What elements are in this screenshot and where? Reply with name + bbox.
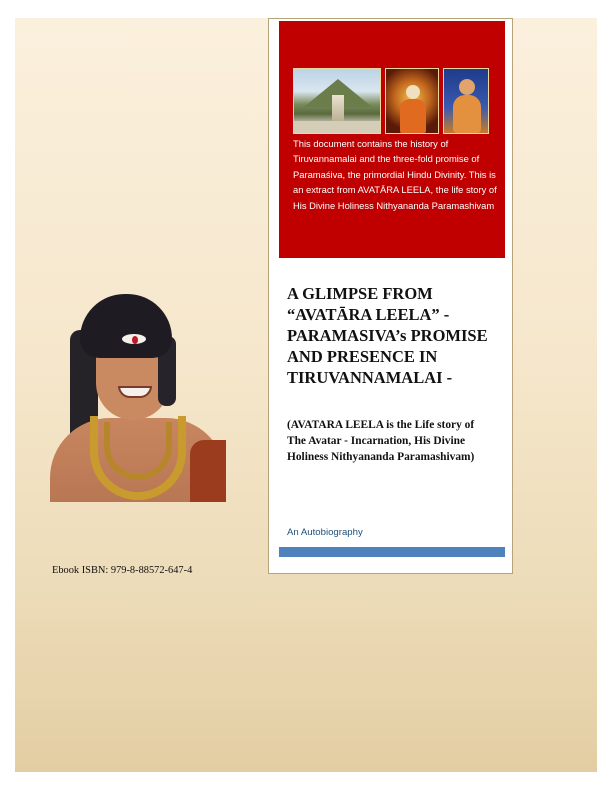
sage-head (459, 79, 475, 95)
temple-gopuram (332, 95, 344, 123)
deity-photo (385, 68, 439, 134)
portrait-robe (190, 440, 226, 502)
book-subtitle: (AVATARA LEELA is the Life story of The Avatar - Incarnation, His Divine Holiness Nithyananda Paramashivam) (287, 419, 475, 463)
sage-photo (443, 68, 489, 134)
portrait-tilak-dot (132, 336, 138, 344)
portrait-turban (80, 294, 172, 358)
author-portrait (50, 290, 226, 502)
cover-blue-bar (279, 547, 505, 557)
cover-red-box (279, 21, 505, 258)
deity-face (406, 85, 420, 99)
temple-wall (294, 121, 380, 133)
temple-photo (293, 68, 381, 134)
isbn-label: Ebook ISBN: 979-8-88572-647-4 (52, 565, 193, 576)
sage-body (453, 95, 481, 133)
cover-description: This document contains the history of Tiruvannamalai and the three-fold promise of Paramaśiva, the primordial Hindu Divinity. This is an extract from AVATĀRA LEELA, the life story of His Divine Holiness Nithyananda Paramashivam (293, 138, 497, 211)
book-tagline: An Autobiography (287, 527, 363, 538)
cover-panel (268, 18, 513, 574)
book-title: A GLIMPSE FROM “AVATĀRA LEELA” - PARAMASIVA’s PROMISE AND PRESENCE IN TIRUVANNAMALAI - (287, 284, 488, 387)
deity-body (400, 99, 426, 133)
